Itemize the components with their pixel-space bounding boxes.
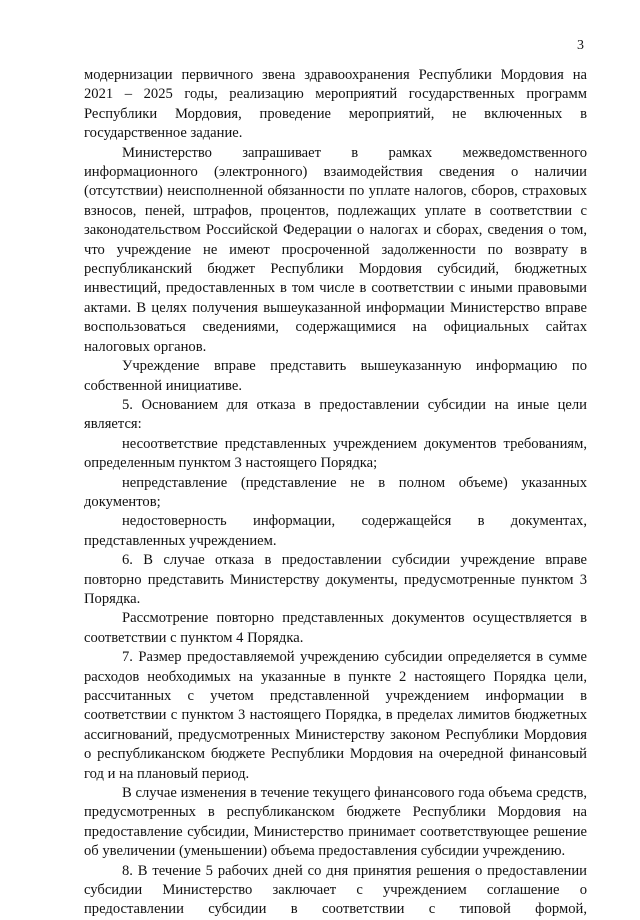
list-item-unreliability: недостоверность информации, содержащейся в документах, представленных учреждением. (84, 513, 587, 549)
paragraph-ministry-request: Министерство запрашивает в рамках межведомственного информационного (электронного) взаимодействия сведения о наличии (отсутствии) неисполненной обязанности по уплате налогов, сборов, страховых взносов, пеней, штрафов, процентов, подлежащих уплате в соответствии с законодательством Российской Федерации о налогах и сборах, сведения о том, что учреждение не имеют просроченной задолженности по возврату в республиканский бюджет Республики Мордовия субсидий, бюджетных инвестиций, предоставленных в том числе в соответствии с иными правовыми актами. В целях получения вышеуказанной информации Министерство вправе воспользоваться сведениями, содержащимися на официальных сайтах налоговых органов. (84, 144, 587, 355)
paragraph-subsidy-amount: 7. Размер предоставляемой учреждению субсидии определяется в сумме расходов необходимых на указанные в пункте 2 настоящего Порядка цели, рассчитанных с учетом представленной учреждением информации в соответствии с пунктом 3 настоящего Порядка, в пределах лимитов бюджетных ассигнований, предусмотренных Министерству законом Республики Мордовия о республиканском бюджете Республики Мордовия на очередной финансовый год и на плановый период. (84, 649, 587, 782)
paragraph-refusal-grounds: 5. Основанием для отказа в предоставлении субсидии на иные цели является: (84, 396, 587, 433)
paragraph-budget-change: В случае изменения в течение текущего финансового года объема средств, предусмотренных в республиканском бюджете Республики Мордовия на предоставление субсидии, Министерство принимает соответствующее решение об увеличении (уменьшении) объема предоставления субсидии учреждению. (84, 785, 587, 860)
list-item-nonconformity: несоответствие представленных учреждением документов требованиям, определенным пунктом 3 настоящего Порядка; (84, 435, 587, 472)
page-number: 3 (577, 38, 584, 53)
paragraph-healthcare-modernization: модернизации первичного звена здравоохранения Республики Мордовия на 2021 – 2025 годы, реализацию мероприятий государственных программ Республики Мордовия, проведение мероприятий, не включенных в государственное задание. (84, 67, 587, 142)
paragraph-agreement-conclusion: 8. В течение 5 рабочих дней со дня принятия решения о предоставлении субсидии Министерство заключает с учреждением соглашение о предоставлении субсидии в соответствии с типовой формой, (84, 862, 587, 918)
paragraph-own-initiative: Учреждение вправе представить вышеуказанную информацию по собственной инициативе. (84, 358, 587, 394)
paragraph-review-resubmitted: Рассмотрение повторно представленных документов осуществляется в соответствии с пунктом 4 Порядка. (84, 610, 587, 646)
list-item-nonsubmission: непредставление (представление не в полном объеме) указанных документов; (84, 474, 587, 510)
paragraph-resubmission: 6. В случае отказа в предоставлении субсидии учреждение вправе повторно представить Министерству документы, предусмотренные пунктом 3 Порядка. (84, 552, 587, 607)
document-body (84, 66, 587, 920)
